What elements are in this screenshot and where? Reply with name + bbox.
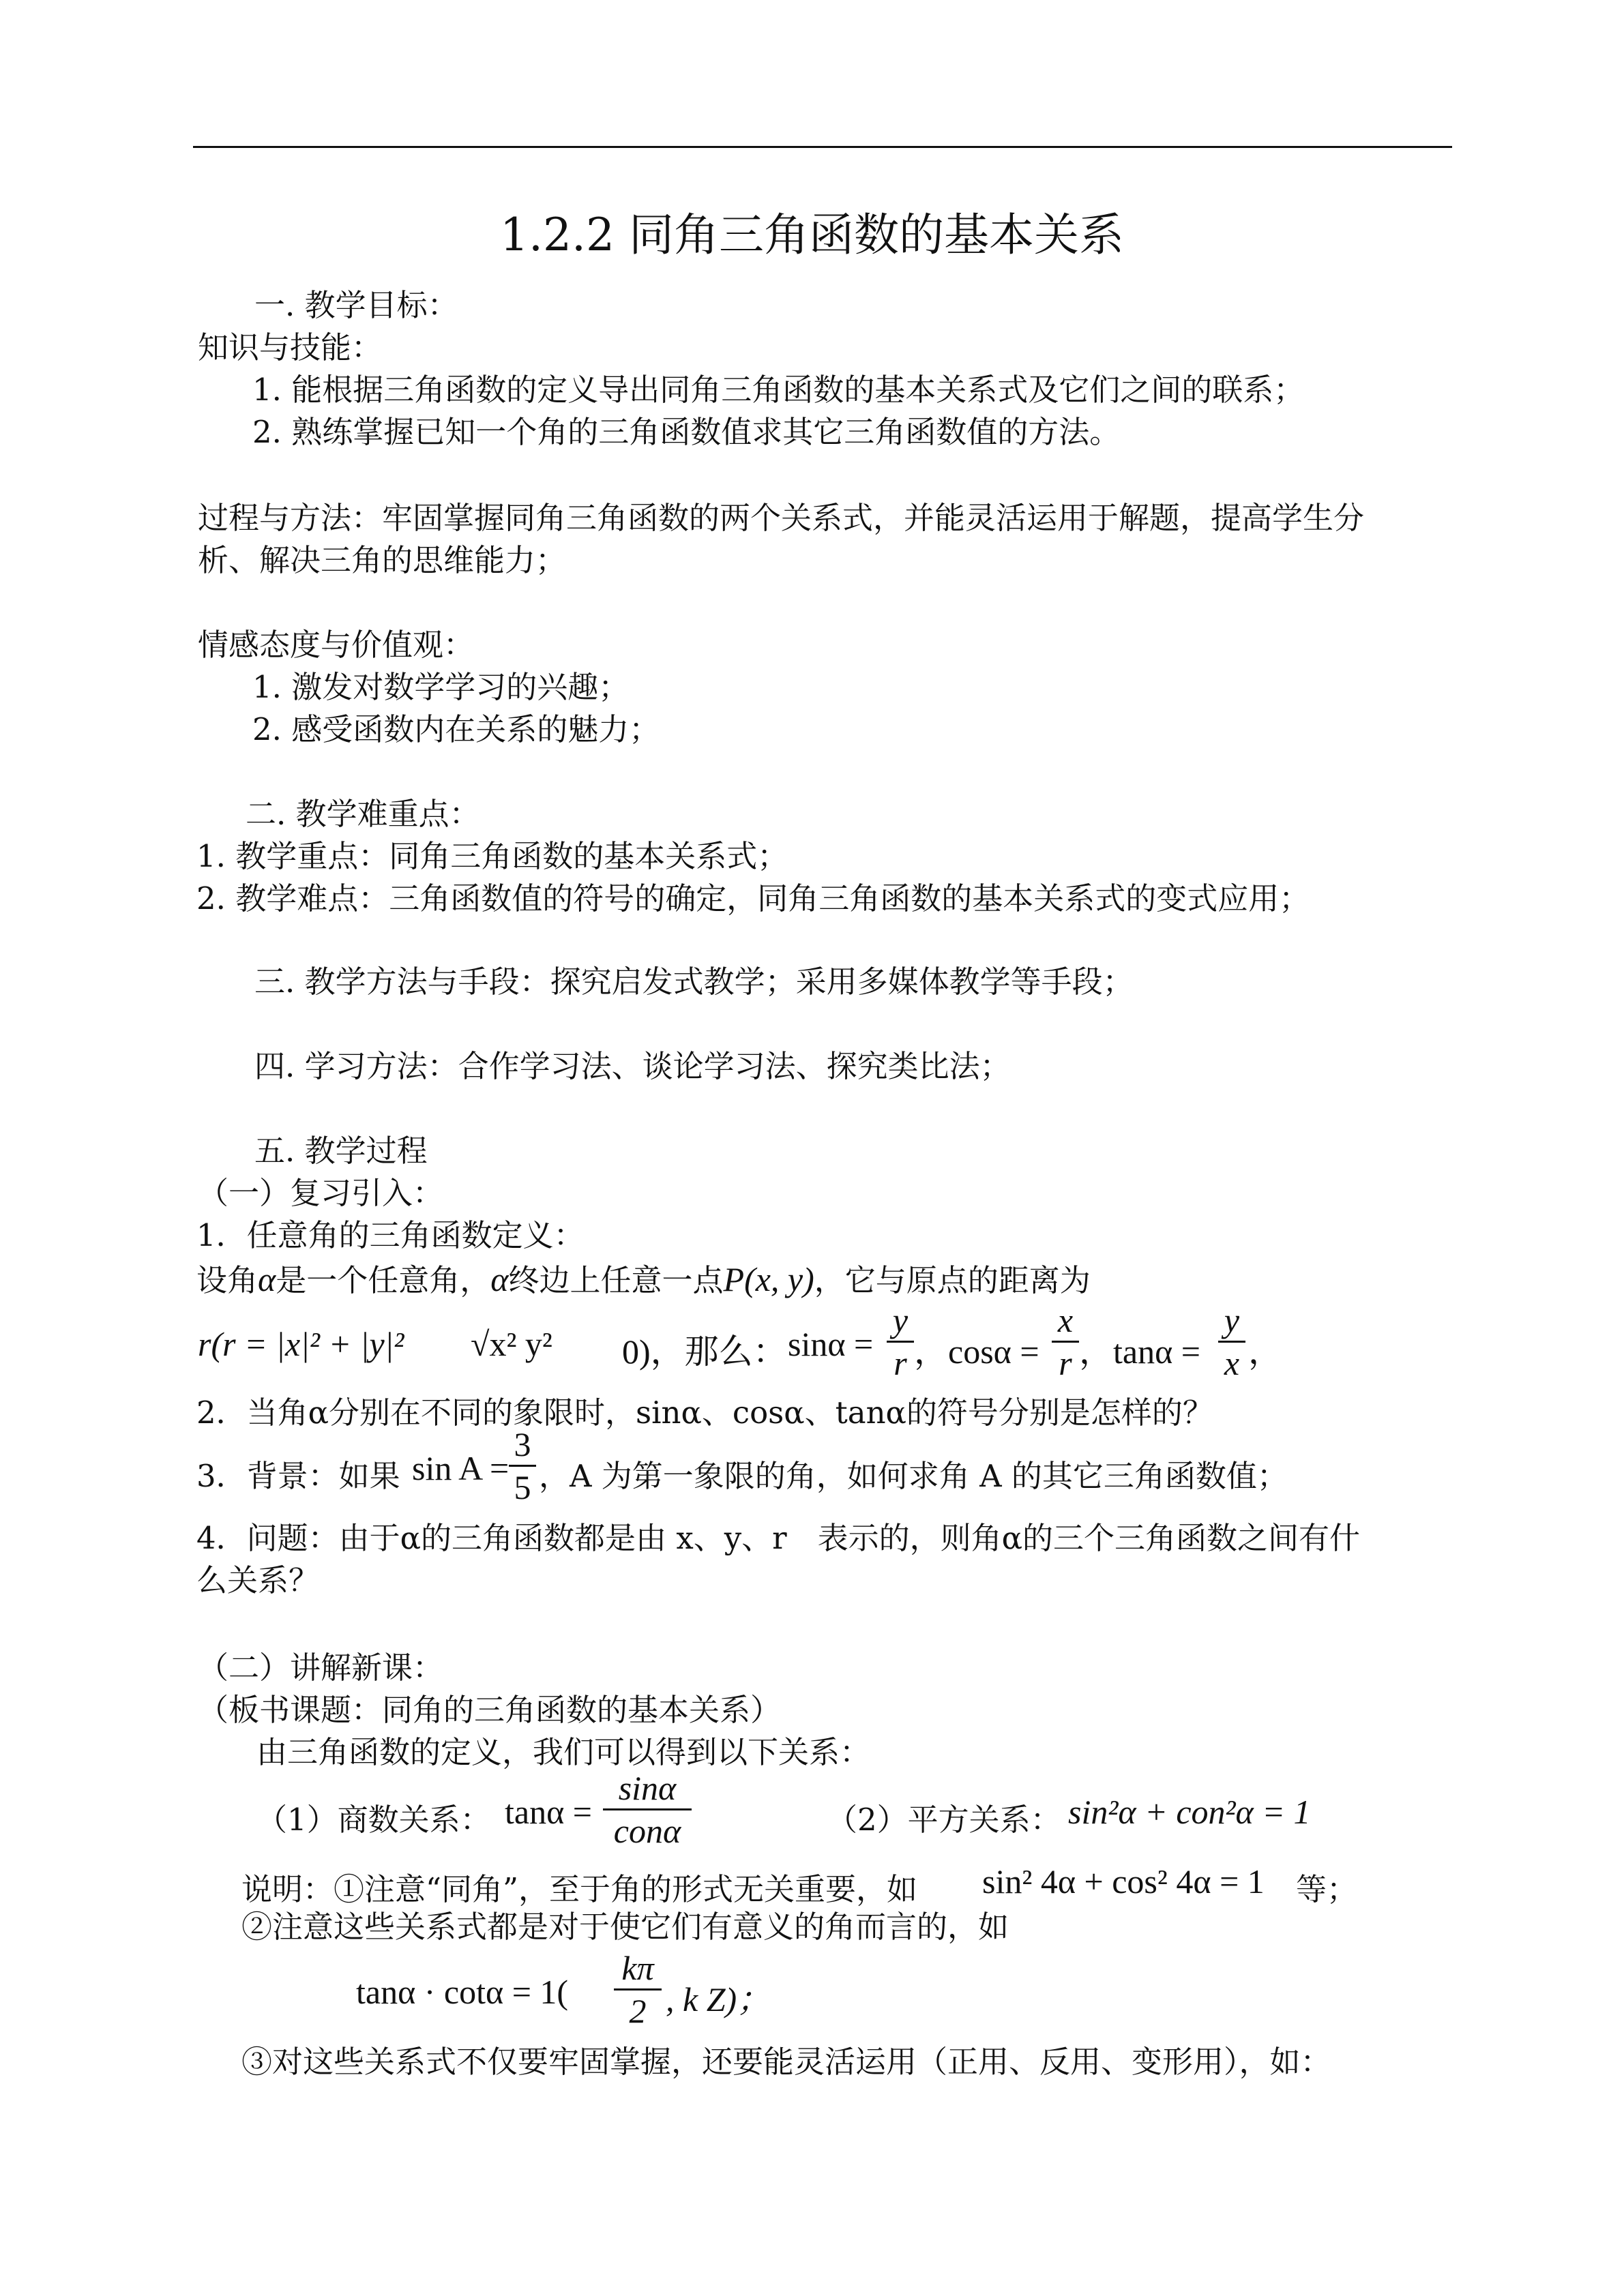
note-2-denominator: 2 — [629, 1992, 647, 2030]
tan-relation-fraction — [603, 1769, 692, 1850]
definition-text-d: ，它与原点的距离为 — [814, 1262, 1091, 1298]
sinA-lhs: sin A = — [412, 1449, 510, 1487]
sinA-fraction — [509, 1425, 536, 1506]
tan-relation-denominator: conα — [613, 1812, 681, 1850]
attitude-heading: 情感态度与价值观： — [198, 627, 475, 663]
header-rule — [193, 146, 1452, 148]
attitude-item-1: 1. 激发对数学学习的兴趣； — [252, 669, 630, 705]
knowledge-skills-heading: 知识与技能： — [198, 329, 383, 366]
review-heading: （一）复习引入： — [198, 1175, 444, 1211]
question-line-1: 4．问题：由于α的三角函数都是由 x、y、r 表示的，则角α的三个三角函数之间有什 — [196, 1520, 1361, 1556]
difficult-point: 2. 教学难点：三角函数值的符号的确定，同角三角函数的基本关系式的变式应用； — [196, 880, 1310, 916]
note-2-example-end: , k Z)； — [666, 1980, 771, 2018]
new-lesson-heading: （二）讲解新课： — [198, 1650, 444, 1686]
section-2-heading: 二. 教学难重点： — [246, 796, 480, 832]
tan-lhs: ，tanα = — [1079, 1332, 1200, 1371]
square-relation: sin²α + con²α = 1 — [1068, 1793, 1311, 1831]
cos-fraction — [1052, 1301, 1079, 1382]
background-text-a: 3．背景：如果 — [196, 1458, 400, 1494]
note-1-end: 等； — [1296, 1871, 1358, 1907]
tan-numerator: y — [1224, 1301, 1240, 1339]
note-2-numerator: kπ — [621, 1949, 654, 1987]
key-point: 1. 教学重点：同角三角函数的基本关系式； — [196, 838, 788, 874]
note-1-example: sin² 4α + cos² 4α = 1 — [982, 1862, 1265, 1900]
section-1-heading: 一. 教学目标： — [254, 287, 458, 323]
definition-text-c: 终边上任意一点 — [508, 1262, 724, 1298]
knowledge-item-2: 2. 熟练掌握已知一个角的三角函数值求其它三角函数值的方法。 — [252, 414, 1121, 450]
process-method-line-1: 过程与方法：牢固掌握同角三角函数的两个关系式，并能灵活运用于解题，提高学生分 — [198, 500, 1365, 536]
tan-denominator: x — [1224, 1344, 1240, 1382]
tan-relation-lhs: tanα = — [505, 1793, 592, 1831]
definition-line — [196, 1259, 1091, 1301]
derivation-intro: 由三角函数的定义，我们可以得到以下关系： — [256, 1734, 871, 1770]
definition-text-b: 是一个任意角， — [276, 1262, 491, 1298]
sin-denominator: r — [894, 1344, 907, 1382]
r-definition-end: 0)，那么： — [622, 1332, 787, 1371]
section-5-heading: 五. 教学过程 — [254, 1133, 428, 1169]
process-method-line-2: 析、解决三角的思维能力； — [198, 542, 567, 578]
note-1-text: 说明：①注意“同角”，至于角的形式无关重要，如 — [241, 1871, 918, 1907]
square-relation-label: （2）平方关系： — [827, 1802, 1061, 1838]
section-4-heading: 四. 学习方法：合作学习法、谈论学习法、探究类比法； — [254, 1048, 1011, 1084]
tan-end: ， — [1248, 1332, 1282, 1371]
tan-relation-numerator: sinα — [618, 1769, 677, 1807]
r-definition — [198, 1324, 404, 1364]
definition-text-a: 设角 — [196, 1262, 259, 1298]
quotient-relation-label: （1）商数关系： — [256, 1802, 491, 1838]
review-item-1: 1．任意角的三角函数定义： — [196, 1217, 585, 1253]
page-title: 1.2.2 同角三角函数的基本关系 — [500, 209, 1124, 261]
note-2-example-lhs: tanα · cotα = 1( — [356, 1973, 569, 2011]
sin-lhs: sinα = — [788, 1325, 874, 1363]
sin-numerator: y — [892, 1301, 909, 1339]
question-line-2: 么关系？ — [196, 1562, 320, 1598]
attitude-item-2: 2. 感受函数内在关系的魅力； — [252, 711, 660, 747]
cos-denominator: r — [1059, 1344, 1072, 1382]
sqrt-expression: √x² y² — [471, 1325, 552, 1363]
note-2-example-fraction — [614, 1949, 662, 2030]
knowledge-item-1: 1. 能根据三角函数的定义导出同角三角函数的基本关系式及它们之间的联系； — [252, 372, 1305, 408]
background-text-b: ，A 为第一象限的角，如何求角 A 的其它三角函数值； — [539, 1458, 1288, 1494]
r-expression: r(r = |x|² + |y|² — [198, 1325, 404, 1363]
tan-fraction — [1218, 1301, 1245, 1382]
alpha-symbol: α — [490, 1260, 509, 1298]
point-expression: P(x, y) — [723, 1260, 814, 1298]
cos-numerator: x — [1057, 1301, 1074, 1339]
sinA-denominator: 5 — [514, 1468, 531, 1506]
board-title: （板书课题：同角的三角函数的基本关系） — [198, 1692, 782, 1728]
section-3-heading: 三. 教学方法与手段：探究启发式教学；采用多媒体教学等手段； — [254, 964, 1134, 1000]
alpha-symbol: α — [258, 1260, 276, 1298]
note-2-text: ②注意这些关系式都是对于使它们有意义的角而言的，如 — [241, 1909, 1009, 1945]
review-item-2: 2．当角α分别在不同的象限时，sinα、cosα、tanα的符号分别是怎样的？ — [196, 1395, 1213, 1431]
note-3-text: ③对这些关系式不仅要牢固掌握，还要能灵活运用（正用、反用、变形用），如： — [241, 2044, 1331, 2080]
sin-fraction — [887, 1301, 914, 1382]
sinA-numerator: 3 — [514, 1425, 531, 1463]
cos-lhs: ，cosα = — [914, 1332, 1039, 1371]
